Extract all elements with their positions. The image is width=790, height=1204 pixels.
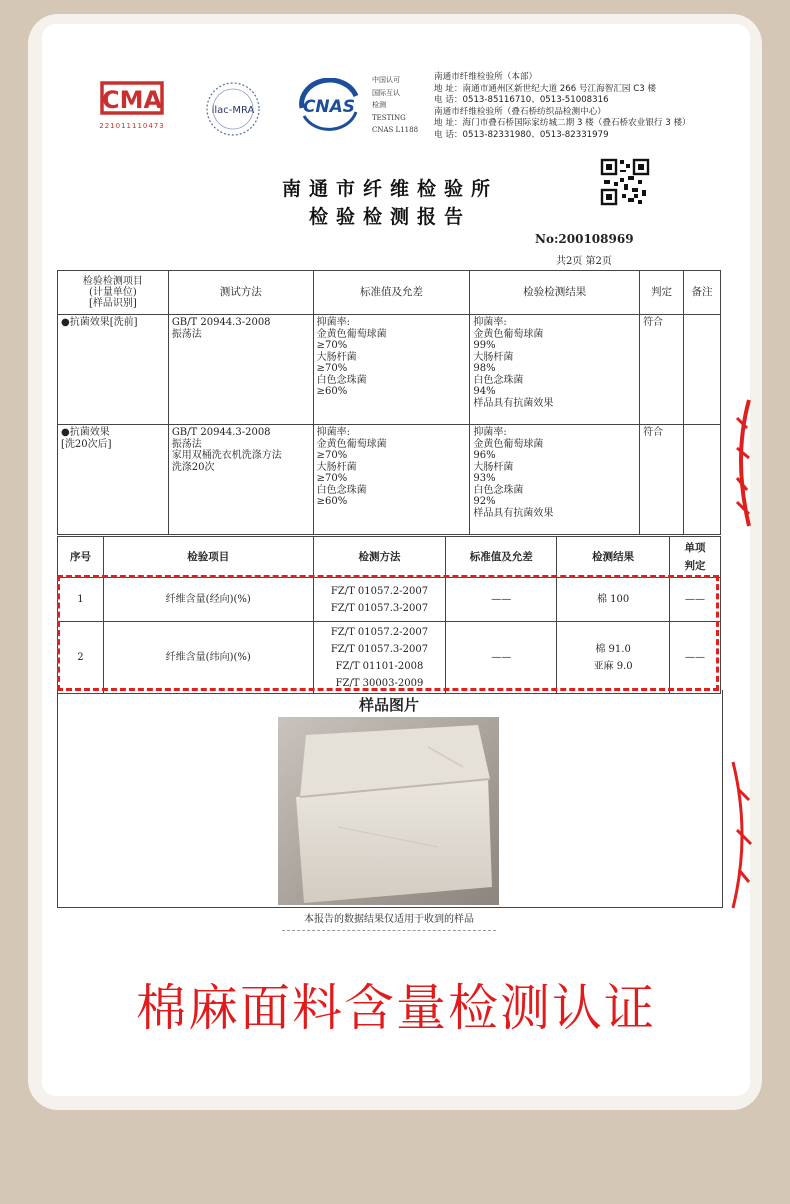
cell-item: 纤维含量(纬向)(%) (103, 622, 313, 694)
cell-method: GB/T 20944.3-2008 振荡法 (168, 315, 313, 425)
cnas-side-text (372, 74, 418, 137)
seal-stamp-fragment (729, 398, 753, 528)
org-line: 电 话：0513-85116710、0513-51008316 (434, 95, 609, 106)
header-result: 检测结果 (557, 537, 670, 578)
cnas-logo (294, 78, 364, 132)
cell-standard: —— (446, 622, 557, 694)
ilac-logo-text: ilac-MRA (211, 105, 255, 116)
org-line: 地 址：海门市叠石桥国际家纺城二期 3 楼（叠石桥农业银行 3 楼） (434, 118, 691, 129)
header-standard: 标准值及允差 (446, 537, 557, 578)
cell-item: 纤维含量(经向)(%) (103, 578, 313, 622)
report-title-line1: 南通市纤维检验所 (281, 178, 498, 200)
header-judge: 单项 判定 (670, 537, 721, 578)
cell-standard: —— (446, 578, 557, 622)
org-line: 南通市纤维检验所（本部） (434, 72, 538, 82)
caption-heading: 棉麻面料含量检测认证 (136, 979, 656, 1037)
cell-note (684, 425, 721, 535)
cell-judge: —— (670, 578, 721, 622)
cell-result: 棉 91.0 亚麻 9.0 (557, 622, 670, 694)
table-header-row (58, 537, 721, 578)
cell-no: 1 (58, 578, 104, 622)
org-line: 地 址：南通市通州区新世纪大道 266 号江海智汇园 C3 楼 (434, 83, 656, 94)
cell-no: 2 (58, 622, 104, 694)
cell-judge: 符合 (640, 315, 684, 425)
header-note: 备注 (684, 271, 721, 315)
sample-fabric-photo (278, 717, 499, 905)
page-info: 共2页 第2页 (556, 256, 612, 267)
cell-judge: —— (670, 622, 721, 694)
header-result: 检验检测结果 (470, 271, 640, 315)
org-line: 电 话：0513-82331980、0513-82331979 (434, 129, 609, 140)
cma-number: 221011110473 (99, 122, 165, 130)
cell-result: 棉 100 (557, 578, 670, 622)
cell-method: FZ/T 01057.2-2007 FZ/T 01057.3-2007 FZ/T 01101-2008 FZ/T 30003-2009 (313, 622, 446, 694)
report-title-line2: 检验检测报告 (308, 206, 471, 228)
cnas-line: 中国认可 (372, 76, 400, 84)
header-item: 检验检测项目 (计量单位) [样品识别] (58, 271, 169, 315)
organization-info (434, 72, 691, 142)
ilac-mra-logo (204, 80, 262, 138)
header-standard: 标准值及允差 (313, 271, 470, 315)
cnas-logo-text: CNAS (302, 97, 356, 117)
cell-method: GB/T 20944.3-2008 振荡法 家用双桶洗衣机洗涤方法 洗涤20次 (168, 425, 313, 535)
cell-method: FZ/T 01057.2-2007 FZ/T 01057.3-2007 (313, 578, 446, 622)
footer-divider (282, 930, 496, 931)
table-header-row (58, 271, 721, 315)
cma-logo (96, 79, 168, 117)
table-row (58, 315, 721, 425)
highlight-dashed-box (57, 575, 719, 691)
cell-standard: 抑菌率: 金黄色葡萄球菌 ≥70% 大肠杆菌 ≥70% 白色念珠菌 ≥60% (313, 425, 470, 535)
cell-result: 抑菌率: 金黄色葡萄球菌 99% 大肠杆菌 98% 白色念珠菌 94% 样品具有抗菌效果 (470, 315, 640, 425)
header-method: 测试方法 (168, 271, 313, 315)
cnas-line: 国际互认 (372, 88, 400, 97)
cell-note (684, 315, 721, 425)
cnas-line: CNAS L1188 (372, 126, 419, 134)
cell-judge: 符合 (640, 425, 684, 535)
header-judge: 判定 (640, 271, 684, 315)
cma-logo-text: CMA (101, 86, 163, 114)
sample-title: 样品图片 (358, 696, 419, 714)
cnas-line: 检测 (372, 101, 386, 109)
seal-stamp-fragment (729, 760, 753, 910)
cell-standard: 抑菌率: 金黄色葡萄球菌 ≥70% 大肠杆菌 ≥70% 白色念珠菌 ≥60% (313, 315, 470, 425)
header-item: 检验项目 (103, 537, 313, 578)
antibacterial-table (57, 270, 721, 535)
qr-code-icon (600, 158, 650, 206)
header-method: 检测方法 (313, 537, 446, 578)
footer-note: 本报告的数据结果仅适用于收到的样品 (304, 914, 474, 925)
org-line: 南通市纤维检验所（叠石桥纺织品检测中心） (434, 106, 606, 117)
header-no: 序号 (58, 537, 104, 578)
report-number: No:200108969 (535, 232, 634, 246)
cell-item: ●抗菌效果 [洗20次后] (58, 425, 169, 535)
cell-item: ●抗菌效果[洗前] (58, 315, 169, 425)
cell-result: 抑菌率: 金黄色葡萄球菌 96% 大肠杆菌 93% 白色念珠菌 92% 样品具有抗菌效果 (470, 425, 640, 535)
cnas-line: TESTING (372, 113, 406, 122)
table-row (58, 425, 721, 535)
